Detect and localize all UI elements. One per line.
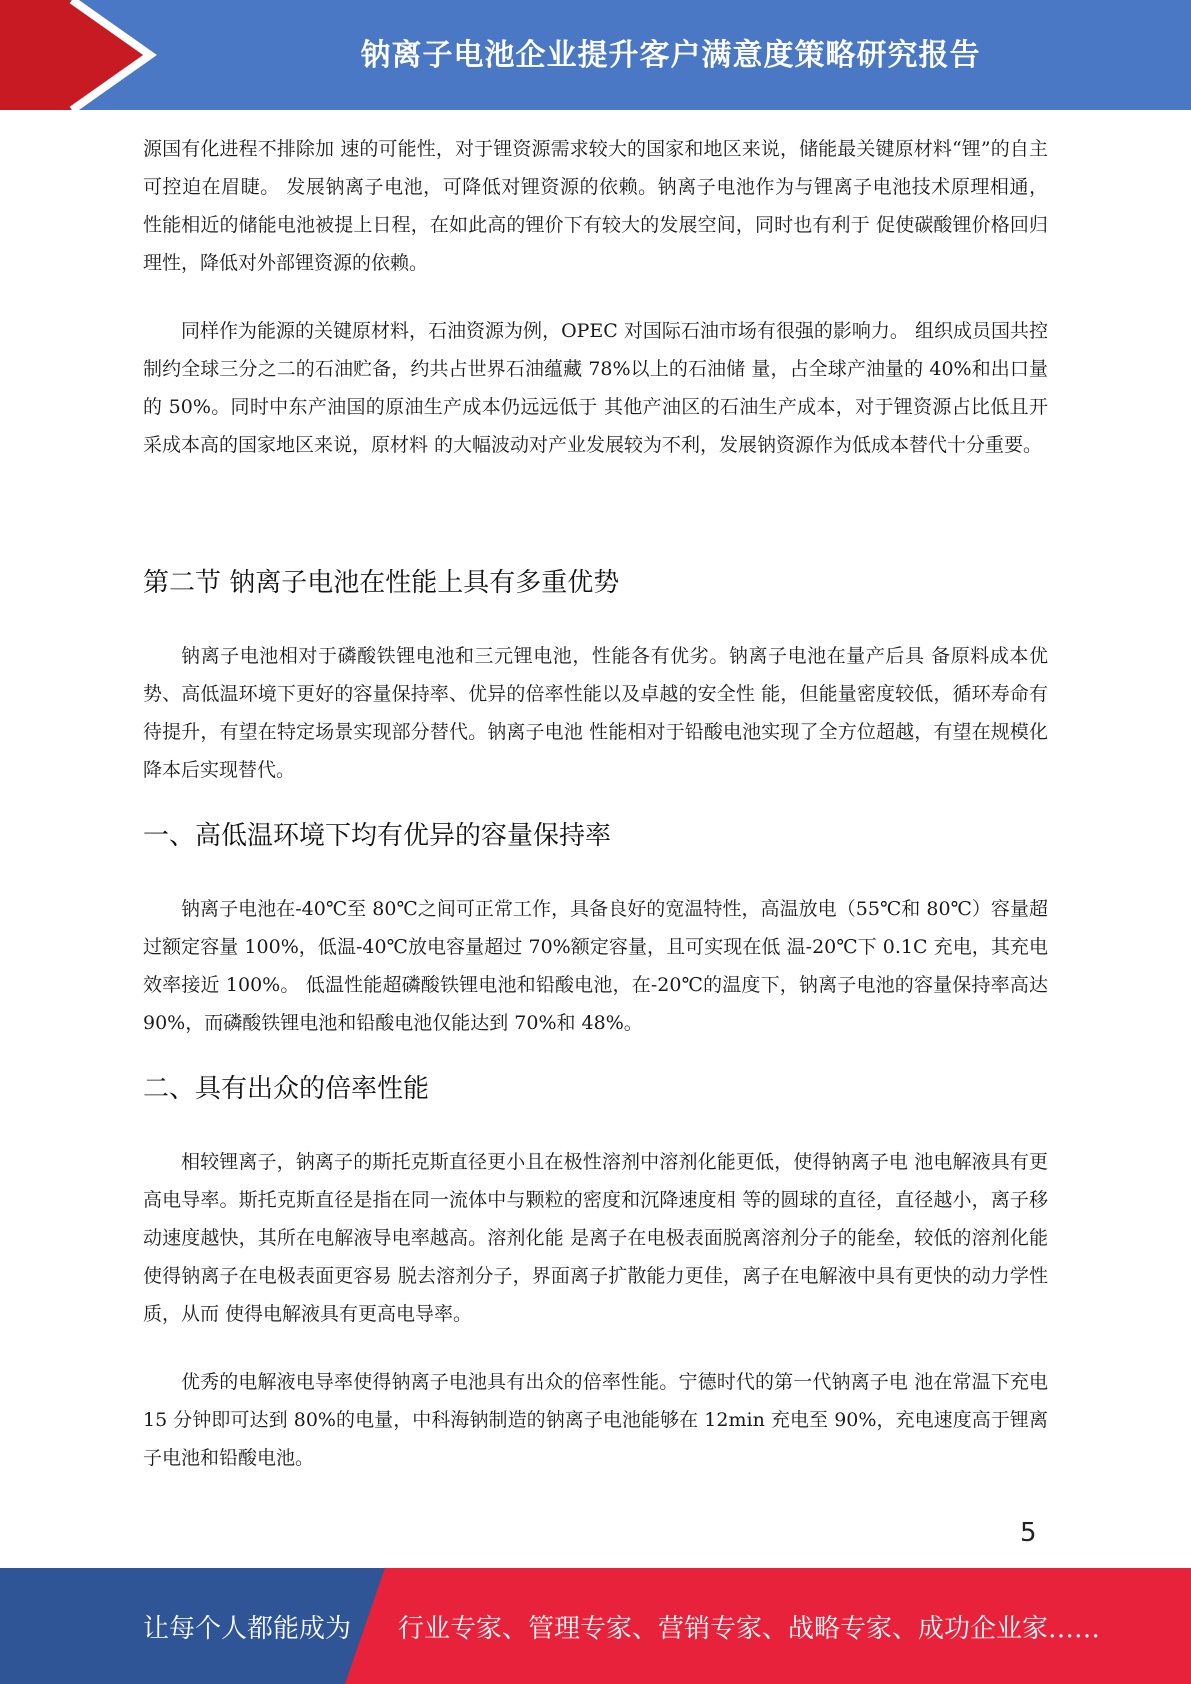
paragraph-6: 优秀的电解液电导率使得钠离子电池具有出众的倍率性能。宁德时代的第一代钠离子电 池在常温下充电 15 分钟即可达到 80%的电量，中科海钠制造的钠离子电池能够在 12min 充电至 90%，充电速度高于锂离子电池和铅酸电池。 (143, 1371, 1048, 1469)
footer-slogan-left: 让每个人都能成为 (143, 1614, 352, 1644)
section-title: 第二节 钠离子电池在性能上具有多重优势 (143, 568, 620, 598)
report-title: 钠离子电池企业提升客户满意度策略研究报告 (360, 38, 981, 73)
footer-slogan-right: 行业专家、管理专家、营销专家、战略专家、成功企业家…… (398, 1614, 1101, 1644)
paragraph-3: 钠离子电池相对于磷酸铁锂电池和三元锂电池，性能各有优劣。钠离子电池在量产后具 备原料成本优势、高低温环境下更好的容量保持率、优异的倍率性能以及卓越的安全性 能，但能量密度较低，循环寿命有待提升，有望在特定场景实现部分替代。钠离子电池 性能相对于铅酸电池实现了全方位超越，有望在规模化降本后实现替代。 (143, 645, 1048, 781)
paragraph-4: 钠离子电池在-40℃至 80℃之间可正常工作，具备良好的宽温特性，高温放电（55℃和 80℃）容量超过额定容量 100%，低温-40℃放电容量超过 70%额定容量，且可实现在低 温-20℃下 0.1C 充电，其充电效率接近 100%。 低温性能超磷酸铁锂电池和铅酸电池，在-20℃的温度下，钠离子电池的容量保持率高达 90%，而磷酸铁锂电池和铅酸电池仅能达到 70%和 48%。 (143, 898, 1048, 1034)
document-body (143, 130, 1048, 1477)
page-footer (0, 1568, 1191, 1684)
paragraph-5: 相较锂离子，钠离子的斯托克斯直径更小且在极性溶剂中溶剂化能更低，使得钠离子电 池电解液具有更高电导率。斯托克斯直径是指在同一流体中与颗粒的密度和沉降速度相 等的圆球的直径，直径越小，离子移动速度越快，其所在电解液导电率越高。溶剂化能 是离子在电极表面脱离溶剂分子的能垒，较低的溶剂化能使得钠离子在电极表面更容易 脱去溶剂分子，界面离子扩散能力更佳，离子在电解液中具有更快的动力学性质，从而 使得电解液具有更高电导率。 (143, 1151, 1048, 1325)
paragraph-2: 同样作为能源的关键原材料，石油资源为例，OPEC 对国际石油市场有很强的影响力。 组织成员国共控制约全球三分之二的石油贮备，约共占世界石油蕴藏 78%以上的石油储 量，占全球产油量的 40%和出口量的 50%。同时中东产油国的原油生产成本仍远远低于 其他产油区的石油生产成本，对于锂资源占比低且开采成本高的国家地区来说，原材料 的大幅波动对产业发展较为不利，发展钠资源作为低成本替代十分重要。 (143, 320, 1048, 456)
subsection-title-2: 二、具有出众的倍率性能 (143, 1074, 430, 1104)
paragraph-1: 源国有化进程不排除加 速的可能性，对于锂资源需求较大的国家和地区来说，储能最关键原材料“锂”的自主 可控迫在眉睫。 发展钠离子电池，可降低对锂资源的依赖。钠离子电池作为与锂离子电池技术原理相通， 性能相近的储能电池被提上日程，在如此高的锂价下有较大的发展空间，同时也有利于 促使碳酸锂价格回归理性，降低对外部锂资源的依赖。 (143, 138, 1048, 274)
subsection-title-1: 一、高低温环境下均有优异的容量保持率 (143, 821, 612, 851)
page-header (0, 0, 1191, 110)
page-number: 5 (1020, 1518, 1037, 1548)
